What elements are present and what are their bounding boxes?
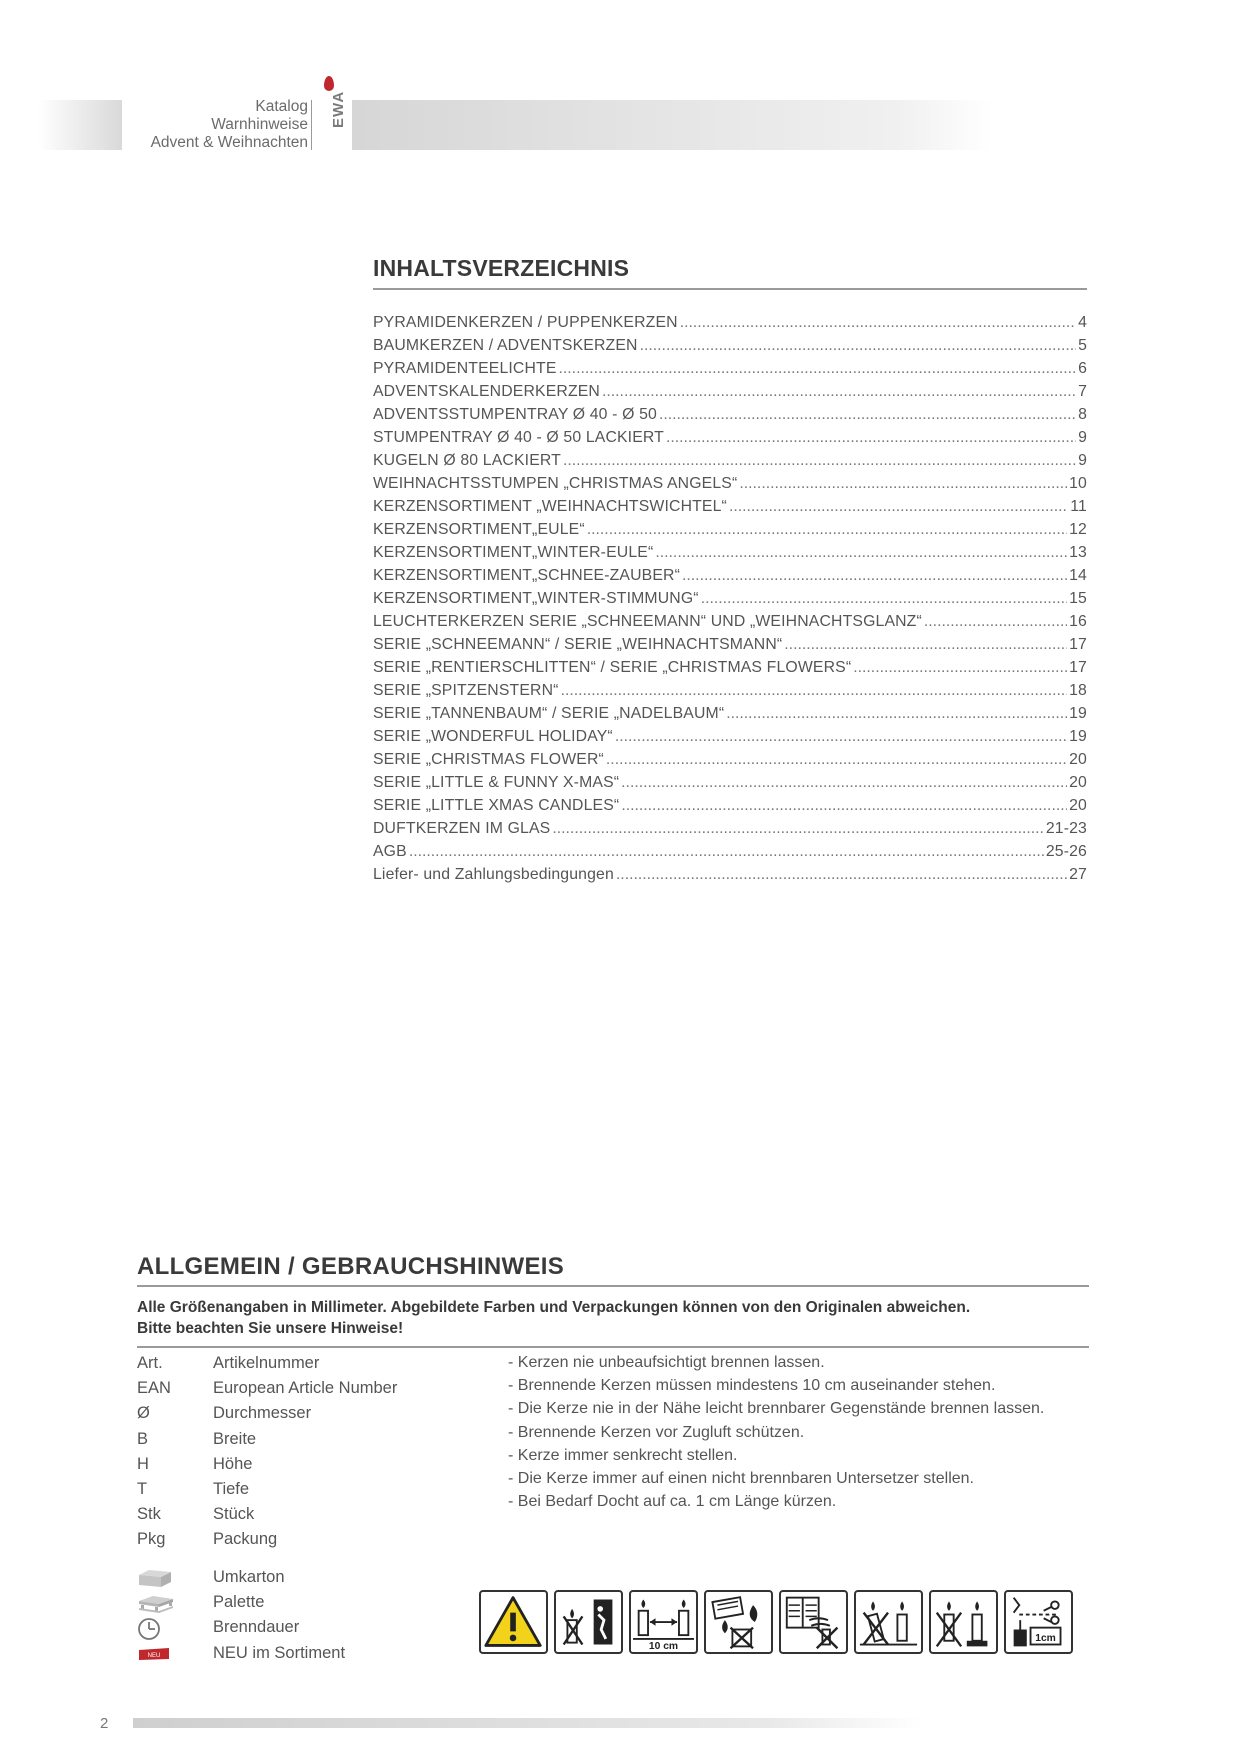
- toc-leader-dots: [615, 728, 1067, 746]
- abbreviation-row: [137, 1430, 397, 1455]
- abbreviation-value: Breite: [213, 1429, 257, 1448]
- toc-entry-label: BAUMKERZEN / ADVENTSKERZEN: [373, 337, 638, 354]
- clock-icon: [137, 1617, 213, 1639]
- toc-entry-page: 14: [1069, 567, 1087, 584]
- toc-leader-dots: [739, 475, 1067, 493]
- toc-entry-page: 13: [1069, 544, 1087, 561]
- no-unattended-candle-icon: [554, 1590, 623, 1654]
- toc-entry: [373, 498, 1087, 521]
- toc-entry-page: 4: [1078, 314, 1087, 331]
- toc-entry: [373, 797, 1087, 820]
- toc-entry: [373, 475, 1087, 498]
- toc-leader-dots: [587, 521, 1067, 539]
- toc-entry-label: Liefer- und Zahlungsbedingungen: [373, 866, 614, 883]
- toc-entry-page: 15: [1069, 590, 1087, 607]
- symbol-label-new: NEU im Sortiment: [213, 1643, 346, 1662]
- symbol-row-box: [137, 1565, 345, 1590]
- toc-entry: [373, 337, 1087, 360]
- abbreviation-list: [137, 1354, 397, 1556]
- toc-entry: [373, 682, 1087, 705]
- abbreviation-key: B: [137, 1429, 149, 1448]
- pallet-icon: [137, 1592, 213, 1614]
- toc-leader-dots: [729, 498, 1068, 516]
- toc-entry: [373, 590, 1087, 613]
- warning-icons: [479, 1590, 1073, 1654]
- abbreviation-value: Höhe: [213, 1454, 253, 1473]
- toc-leader-dots: [680, 314, 1076, 332]
- abbreviation-value: Durchmesser: [213, 1404, 312, 1423]
- toc-leader-dots: [552, 820, 1043, 838]
- toc-entry-label: SERIE „WONDERFUL HOLIDAY“: [373, 728, 613, 745]
- flame-logo-icon: [324, 76, 334, 91]
- toc-entry-page: 6: [1078, 360, 1087, 377]
- footer-gradient-bar: [133, 1718, 923, 1728]
- toc-entry-page: 12: [1069, 521, 1087, 538]
- toc-entry-label: SERIE „LITTLE & FUNNY X-MAS“: [373, 774, 620, 791]
- general-note-line2: Bitte beachten Sie unsere Hinweise!: [137, 1320, 404, 1337]
- toc-divider: [373, 288, 1087, 290]
- usage-hint: - Die Kerze immer auf einen nicht brennbaren Untersetzer stellen.: [508, 1470, 974, 1488]
- toc-entry-page: 7: [1078, 383, 1087, 400]
- toc-leader-dots: [659, 406, 1076, 424]
- toc-entry: [373, 705, 1087, 728]
- wick-length-label: 1cm: [1035, 1632, 1056, 1644]
- toc-entry-label: ADVENTSKALENDERKERZEN: [373, 383, 600, 400]
- upright-candle-icon: [854, 1590, 923, 1654]
- toc-entry-label: ADVENTSSTUMPENTRAY Ø 40 - Ø 50: [373, 406, 657, 423]
- abbreviation-value: Tiefe: [213, 1479, 250, 1498]
- toc-leader-dots: [621, 774, 1067, 792]
- general-section-title: ALLGEMEIN / GEBRAUCHSHINWEIS: [137, 1253, 565, 1280]
- usage-hint: - Brennende Kerzen müssen mindestens 10 cm auseinander stehen.: [508, 1377, 996, 1395]
- toc-leader-dots: [853, 659, 1067, 677]
- no-flammable-objects-icon: [704, 1590, 773, 1654]
- toc-entry-page: 17: [1069, 659, 1087, 676]
- toc-entry-label: STUMPENTRAY Ø 40 - Ø 50 LACKIERT: [373, 429, 664, 446]
- toc-entry-page: 27: [1069, 866, 1087, 883]
- toc-entry-label: SERIE „CHRISTMAS FLOWER“: [373, 751, 604, 768]
- abbreviation-key: T: [137, 1479, 148, 1498]
- toc-leader-dots: [409, 843, 1044, 861]
- abbreviation-row: [137, 1530, 397, 1555]
- symbol-row-new: [137, 1641, 345, 1666]
- abbreviation-key: Pkg: [137, 1530, 166, 1549]
- header-text: [151, 98, 308, 152]
- toc-leader-dots: [563, 452, 1076, 470]
- abbreviation-row: [137, 1480, 397, 1505]
- usage-hint: - Brennende Kerzen vor Zugluft schützen.: [508, 1423, 805, 1441]
- toc-entry-page: 20: [1069, 751, 1087, 768]
- toc-entry-label: PYRAMIDENKERZEN / PUPPENKERZEN: [373, 314, 678, 331]
- toc-entry-label: KERZENSORTIMENT „WEIHNACHTSWICHTEL“: [373, 498, 727, 515]
- general-divider-top: [137, 1285, 1089, 1287]
- distance-label: 10 cm: [648, 1641, 679, 1652]
- header-gradient-right: [352, 100, 992, 150]
- new-badge-text: NEU: [147, 1653, 161, 1660]
- abbreviation-key: EAN: [137, 1379, 171, 1398]
- toc-entry-label: KERZENSORTIMENT„SCHNEE-ZAUBER“: [373, 567, 681, 584]
- toc-entry-page: 11: [1070, 498, 1087, 515]
- toc-entry: [373, 429, 1087, 452]
- abbreviation-key: Ø: [137, 1404, 150, 1423]
- toc-entry-label: SERIE „SCHNEEMANN“ / SERIE „WEIHNACHTSMANN“: [373, 636, 783, 653]
- toc-entry-label: AGB: [373, 843, 407, 860]
- abbreviation-key: Stk: [137, 1505, 161, 1524]
- abbreviation-value: European Article Number: [213, 1379, 398, 1398]
- toc-entry-page: 5: [1078, 337, 1087, 354]
- toc-entry-page: 10: [1069, 475, 1087, 492]
- toc-entry-page: 8: [1078, 406, 1087, 423]
- toc-leader-dots: [640, 337, 1076, 355]
- toc-entry: [373, 521, 1087, 544]
- toc-entry: [373, 820, 1087, 843]
- abbreviation-row: [137, 1505, 397, 1530]
- symbol-row-pallet: [137, 1590, 345, 1615]
- non-flammable-base-icon: [929, 1590, 998, 1654]
- abbreviation-value: Artikelnummer: [213, 1354, 320, 1372]
- general-note-line1: Alle Größenangaben in Millimeter. Abgebildete Farben und Verpackungen können von den Originalen abweichen.: [137, 1299, 971, 1316]
- toc-leader-dots: [606, 751, 1067, 769]
- header-line-warnings: Warnhinweise: [211, 116, 308, 133]
- toc-entry: [373, 613, 1087, 636]
- symbol-label-box: Umkarton: [213, 1568, 285, 1587]
- symbol-label-clock: Brenndauer: [213, 1618, 300, 1637]
- header-line-season: Advent & Weihnachten: [150, 134, 308, 151]
- toc-entry-label: SERIE „RENTIERSCHLITTEN“ / SERIE „CHRISTMAS FLOWERS“: [373, 659, 852, 676]
- toc-entry: [373, 452, 1087, 475]
- toc-entry-label: SERIE „SPITZENSTERN“: [373, 682, 559, 699]
- header-separator: [311, 100, 312, 150]
- distance-10cm-icon: [629, 1590, 698, 1654]
- usage-hint: - Kerzen nie unbeaufsichtigt brennen lassen.: [508, 1354, 825, 1371]
- box-icon: [137, 1567, 213, 1589]
- toc-leader-dots: [701, 590, 1067, 608]
- toc-entry-page: 9: [1078, 429, 1087, 446]
- toc-leader-dots: [602, 383, 1076, 401]
- general-note: [137, 1297, 970, 1339]
- toc-entry-label: DUFTKERZEN IM GLAS: [373, 820, 551, 837]
- toc-entry: [373, 544, 1087, 567]
- abbreviation-key: H: [137, 1454, 149, 1473]
- brand-logo: EWA: [330, 90, 347, 128]
- toc-entry: [373, 314, 1087, 337]
- symbol-legend: [137, 1565, 345, 1666]
- toc-entry: [373, 866, 1087, 889]
- toc-entry: [373, 843, 1087, 866]
- toc-leader-dots: [655, 544, 1067, 562]
- toc-entry: [373, 774, 1087, 797]
- usage-hints: [508, 1351, 1044, 1513]
- toc-leader-dots: [559, 360, 1077, 378]
- toc-entry: [373, 406, 1087, 429]
- toc-entry: [373, 659, 1087, 682]
- toc-entry: [373, 567, 1087, 590]
- toc-entry: [373, 751, 1087, 774]
- abbreviation-value: Stück: [213, 1505, 255, 1524]
- usage-hint: - Kerze immer senkrecht stellen.: [508, 1446, 738, 1464]
- toc-title: INHALTSVERZEICHNIS: [373, 255, 630, 281]
- symbol-label-pallet: Palette: [213, 1593, 265, 1612]
- toc-entry-page: 19: [1069, 705, 1087, 722]
- toc-entry-page: 19: [1069, 728, 1087, 745]
- toc-entry-label: SERIE „LITTLE XMAS CANDLES“: [373, 797, 620, 814]
- abbreviation-row: [137, 1354, 397, 1379]
- trim-wick-icon: [1004, 1590, 1073, 1654]
- abbreviation-row: [137, 1379, 397, 1404]
- abbreviation-value: Packung: [213, 1530, 278, 1549]
- toc-entry: [373, 728, 1087, 751]
- toc-leader-dots: [726, 705, 1067, 723]
- usage-hint: - Die Kerze nie in der Nähe leicht brennbarer Gegenstände brennen lassen.: [508, 1400, 1045, 1418]
- new-badge-icon: [137, 1642, 213, 1664]
- toc-entry-label: KERZENSORTIMENT„WINTER-EULE“: [373, 544, 654, 561]
- toc-leader-dots: [616, 866, 1067, 884]
- abbreviation-row: [137, 1455, 397, 1480]
- toc-entry-label: WEIHNACHTSSTUMPEN „CHRISTMAS ANGELS“: [373, 475, 738, 492]
- toc-leader-dots: [561, 682, 1068, 700]
- header-gradient-left: [38, 100, 122, 150]
- toc-entry: [373, 383, 1087, 406]
- toc-leader-dots: [666, 429, 1076, 447]
- header-line-catalog: Katalog: [255, 98, 308, 115]
- toc-entry-page: 20: [1069, 797, 1087, 814]
- toc-entry-label: LEUCHTERKERZEN SERIE „SCHNEEMANN“ UND „WEIHNACHTSGLANZ“: [373, 613, 922, 630]
- toc-list: [373, 314, 1087, 889]
- page-number: 2: [100, 1715, 109, 1732]
- toc-entry-page: 16: [1069, 613, 1087, 630]
- toc-entry: [373, 636, 1087, 659]
- abbreviation-row: [137, 1404, 397, 1429]
- toc-entry-page: 21-23: [1045, 820, 1087, 837]
- toc-entry-label: SERIE „TANNENBAUM“ / SERIE „NADELBAUM“: [373, 705, 725, 722]
- toc-entry-page: 20: [1069, 774, 1087, 791]
- no-draft-icon: [779, 1590, 848, 1654]
- toc-entry-label: PYRAMIDENTEELICHTE: [373, 360, 557, 377]
- toc-leader-dots: [924, 613, 1067, 631]
- toc-leader-dots: [784, 636, 1067, 654]
- toc-entry-page: 25-26: [1045, 843, 1087, 860]
- toc-entry-page: 17: [1069, 636, 1087, 653]
- toc-leader-dots: [682, 567, 1067, 585]
- toc-entry-page: 18: [1069, 682, 1087, 699]
- toc-entry-page: 9: [1078, 452, 1087, 469]
- toc-entry-label: KERZENSORTIMENT„WINTER-STIMMUNG“: [373, 590, 699, 607]
- toc-entry-label: KERZENSORTIMENT„EULE“: [373, 521, 585, 538]
- toc-entry: [373, 360, 1087, 383]
- toc-leader-dots: [621, 797, 1067, 815]
- abbreviation-key: Art.: [137, 1354, 163, 1372]
- symbol-row-clock: [137, 1615, 345, 1640]
- general-divider-bottom: [137, 1346, 1089, 1348]
- warning-triangle-icon: [479, 1590, 548, 1654]
- usage-hint: - Bei Bedarf Docht auf ca. 1 cm Länge kürzen.: [508, 1493, 837, 1511]
- toc-entry-label: KUGELN Ø 80 LACKIERT: [373, 452, 561, 469]
